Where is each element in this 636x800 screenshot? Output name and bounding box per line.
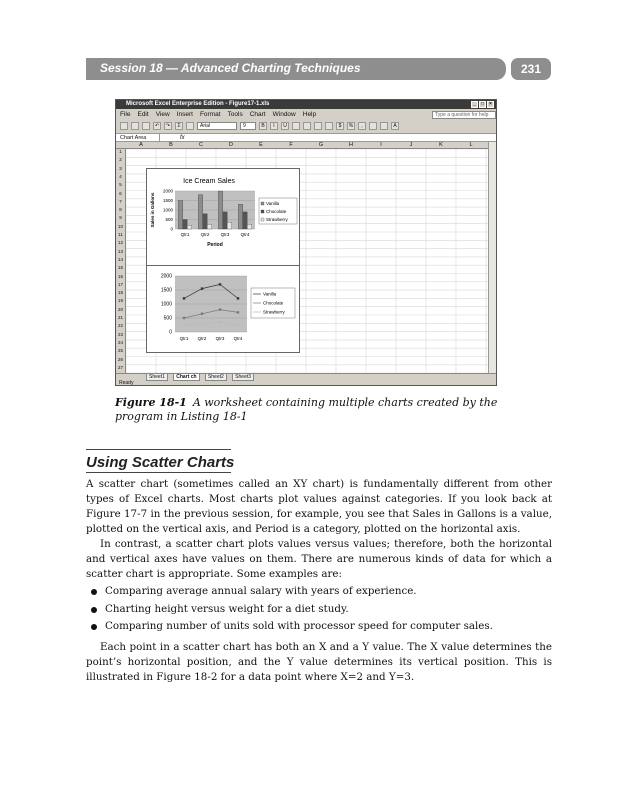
row-header[interactable]: 18 (117, 290, 123, 296)
row-header[interactable]: 19 (117, 298, 123, 304)
example-list (91, 584, 541, 637)
data-point (219, 308, 221, 310)
x-tick-label: Qtr1 (180, 232, 190, 237)
fx-icon: fx (180, 135, 185, 141)
row-header[interactable]: 26 (117, 356, 123, 362)
worksheet-grid[interactable] (116, 142, 488, 373)
bar (243, 212, 247, 229)
percent-icon[interactable]: % (348, 123, 354, 129)
y-tick-label: 2000 (162, 188, 173, 194)
status-bar: Ready (119, 380, 134, 386)
comma-icon[interactable]: , (358, 122, 366, 130)
x-tick-label: Qtr3 (220, 232, 230, 237)
list-item: Charting height versus weight for a diet study. (91, 602, 541, 617)
maximize-icon[interactable]: □ (480, 101, 485, 107)
menu-chart[interactable]: Chart (249, 111, 266, 118)
column-header[interactable]: K (439, 142, 443, 148)
font-color-icon[interactable]: A (391, 122, 399, 130)
y-tick-label: 0 (170, 226, 173, 232)
menu-tools[interactable]: Tools (227, 111, 243, 118)
y-axis-label: Sales in Gallons (150, 192, 155, 228)
running-header (86, 58, 551, 80)
figure-caption (115, 396, 535, 424)
x-tick-label: Qtr2 (197, 336, 207, 341)
bar (223, 212, 227, 229)
help-search-input[interactable]: Type a question for help (432, 111, 496, 119)
sheet-tab-sheet1[interactable]: Sheet1 (146, 373, 168, 381)
formatting-toolbar (116, 120, 496, 132)
menu-format[interactable]: Format (199, 111, 221, 118)
paragraph-3: Each point in a scatter chart has both an X and a Y value. The X value determines the point’s horizontal position, and the Y value determines its vertical position. This is illustrated in Figure 18-2 for a data point where X=2 and Y=3. (86, 641, 552, 683)
data-point (237, 297, 239, 299)
bar (183, 220, 187, 230)
row-header[interactable]: 14 (117, 256, 123, 262)
formula-bar (116, 133, 496, 142)
sheet-tabs (116, 373, 496, 380)
menu-edit[interactable]: Edit (137, 111, 149, 118)
window-title: Microsoft Excel Enterprise Edition - Figure17-1.xls (126, 101, 270, 107)
figure-label: Figure 18-1 (115, 396, 187, 409)
paragraph-1: A scatter chart (sometimes called an XY chart) is fundamentally different from other types of Excel charts. Most charts plot values against categories. If you look back at Figure 17-7 in the previous session, for example, you see that Sales in Gallons is a value, plotted on the vertical axis, and Period is a category, plotted on the horizontal axis. (86, 478, 552, 535)
sheet-tab-chart[interactable]: Chart ch (173, 373, 199, 381)
row-header[interactable]: 6 (119, 190, 122, 196)
excel-title-bar (116, 100, 496, 109)
bar (227, 222, 231, 229)
y-tick-label: 0 (169, 329, 172, 336)
running-header-title: Session 18 — Advanced Charting Techniques (100, 61, 361, 75)
body-text (86, 477, 552, 582)
column-header[interactable]: F (289, 142, 293, 148)
chart-title: Ice Cream Sales (183, 178, 235, 185)
x-tick-label: Qtr4 (240, 232, 250, 237)
x-tick-label: Qtr3 (215, 336, 225, 341)
row-header[interactable]: 17 (117, 281, 123, 287)
bar (238, 204, 242, 229)
column-header[interactable]: G (318, 142, 324, 148)
legend-label: Vanilla (266, 201, 280, 206)
heading-rule (86, 449, 231, 450)
data-point (201, 287, 203, 289)
data-point (201, 313, 203, 315)
merge-icon[interactable] (325, 122, 333, 130)
menu-help[interactable]: Help (302, 111, 317, 118)
legend-label: Chocolate (266, 209, 287, 214)
row-headers (116, 149, 126, 373)
underline-icon[interactable]: U (281, 122, 289, 130)
bar (203, 214, 207, 229)
menu-file[interactable]: File (120, 111, 131, 118)
bold-icon[interactable]: B (259, 122, 267, 130)
data-point (201, 322, 203, 324)
font-name-select[interactable]: Arial (197, 122, 237, 130)
open-file-icon[interactable] (131, 122, 139, 130)
redo-icon[interactable]: ↷ (165, 123, 171, 129)
chart-wizard-icon[interactable] (186, 122, 194, 130)
align-center-icon[interactable] (303, 122, 311, 130)
list-item: Comparing average annual salary with years of experience. (91, 584, 541, 599)
line-chart (147, 266, 299, 352)
line-chart-box[interactable] (146, 265, 300, 353)
row-header[interactable]: 7 (119, 198, 122, 204)
align-left-icon[interactable] (292, 122, 300, 130)
row-header[interactable]: 25 (117, 348, 123, 354)
y-tick-label: 2000 (160, 273, 172, 280)
menu-window[interactable]: Window (272, 111, 296, 118)
align-right-icon[interactable] (314, 122, 322, 130)
column-header[interactable]: D (229, 142, 233, 148)
bar-chart-box[interactable] (146, 168, 300, 268)
data-point (219, 283, 221, 285)
column-header[interactable]: J (409, 142, 413, 148)
closing-text (86, 640, 552, 685)
bar (247, 224, 251, 229)
sheet-tab-sheet3[interactable]: Sheet3 (232, 373, 254, 381)
row-header[interactable]: 3 (119, 165, 122, 171)
x-axis-label: Period (207, 242, 223, 248)
section-heading: Using Scatter Charts (86, 454, 235, 471)
y-tick-label: 500 (163, 315, 172, 322)
bar-chart (147, 169, 299, 267)
excel-screenshot (115, 99, 497, 386)
font-size-select[interactable]: 9 (240, 122, 256, 130)
legend-swatch (261, 218, 264, 221)
row-header[interactable]: 12 (117, 240, 123, 246)
y-tick-label: 500 (165, 217, 173, 222)
section-heading-wrap (86, 449, 235, 473)
figure-caption-text: A worksheet containing multiple charts created by the program in Listing 18-1 (115, 396, 498, 423)
legend-swatch (261, 210, 264, 213)
borders-icon[interactable] (369, 122, 377, 130)
row-header[interactable]: 11 (118, 232, 123, 237)
x-tick-label: Qtr1 (179, 336, 189, 341)
row-header[interactable]: 16 (117, 273, 123, 279)
save-icon[interactable] (142, 122, 150, 130)
name-box[interactable]: Chart Area (118, 134, 160, 142)
x-tick-label: Qtr2 (200, 232, 210, 237)
window-buttons (471, 101, 494, 108)
sheet-tab-sheet2[interactable]: Sheet2 (205, 373, 227, 381)
data-point (183, 317, 185, 319)
bar (178, 201, 182, 230)
row-header[interactable]: 4 (119, 173, 122, 179)
undo-icon[interactable]: ↶ (154, 123, 160, 129)
menu-insert[interactable]: Insert (176, 111, 193, 118)
row-header[interactable]: 13 (117, 248, 123, 254)
italic-icon[interactable]: I (270, 122, 278, 130)
column-header[interactable]: C (199, 142, 203, 148)
row-header[interactable]: 21 (117, 315, 123, 320)
column-header[interactable]: H (349, 142, 353, 148)
y-tick-label: 1500 (162, 198, 173, 203)
row-header[interactable]: 5 (119, 182, 122, 188)
new-file-icon[interactable] (120, 122, 128, 130)
data-point (219, 321, 221, 323)
column-header[interactable]: A (139, 142, 143, 148)
menu-view[interactable]: View (155, 111, 170, 118)
currency-icon[interactable]: $ (336, 122, 344, 130)
data-point (237, 311, 239, 313)
row-header[interactable]: 24 (117, 339, 123, 345)
legend-label: Chocolate (263, 300, 284, 306)
y-tick-label: 1000 (162, 207, 173, 213)
list-item: Comparing number of units sold with processor speed for computer sales. (91, 619, 541, 634)
column-header[interactable]: E (259, 142, 263, 148)
x-tick-label: Qtr4 (233, 336, 243, 341)
bar (207, 224, 211, 229)
page-number: 231 (511, 58, 551, 80)
row-header[interactable]: 15 (117, 265, 123, 271)
vertical-scrollbar[interactable] (488, 142, 496, 373)
minimize-icon[interactable]: _ (471, 101, 478, 108)
row-header[interactable]: 9 (119, 215, 122, 221)
bar (198, 195, 202, 229)
row-header[interactable]: 8 (119, 207, 122, 213)
column-headers (116, 142, 488, 149)
column-header[interactable]: L (469, 142, 473, 148)
y-tick-label: 1500 (160, 287, 172, 294)
legend-label: Strawberry (263, 309, 285, 315)
row-header[interactable]: 27 (117, 364, 123, 370)
bar (218, 191, 222, 229)
legend-swatch (261, 202, 264, 205)
row-header[interactable]: 20 (117, 306, 123, 312)
menu-bar (116, 109, 496, 120)
fill-color-icon[interactable] (380, 122, 388, 130)
row-header[interactable]: 2 (119, 157, 122, 163)
row-header[interactable]: 23 (117, 331, 123, 337)
row-header[interactable]: 22 (117, 323, 123, 329)
row-header[interactable]: 10 (117, 223, 123, 229)
legend-label: Vanilla (263, 291, 277, 297)
legend-label: Strawberry (266, 217, 288, 222)
y-tick-label: 1000 (160, 301, 172, 308)
running-header-bar (86, 58, 506, 80)
paragraph-2: In contrast, a scatter chart plots values versus values; therefore, both the horizontal and vertical axes have values on them. There are numerous kinds of data for which a scatter chart is appropriate. Some examples are: (86, 538, 552, 580)
bar (187, 225, 191, 229)
row-header[interactable]: 1 (119, 149, 122, 154)
data-point (237, 324, 239, 326)
data-point (183, 324, 185, 326)
column-header[interactable]: I (380, 142, 382, 148)
data-point (183, 297, 185, 299)
column-header[interactable]: B (169, 142, 173, 148)
close-icon[interactable]: × (487, 101, 494, 108)
sigma-icon[interactable]: Σ (175, 122, 183, 130)
